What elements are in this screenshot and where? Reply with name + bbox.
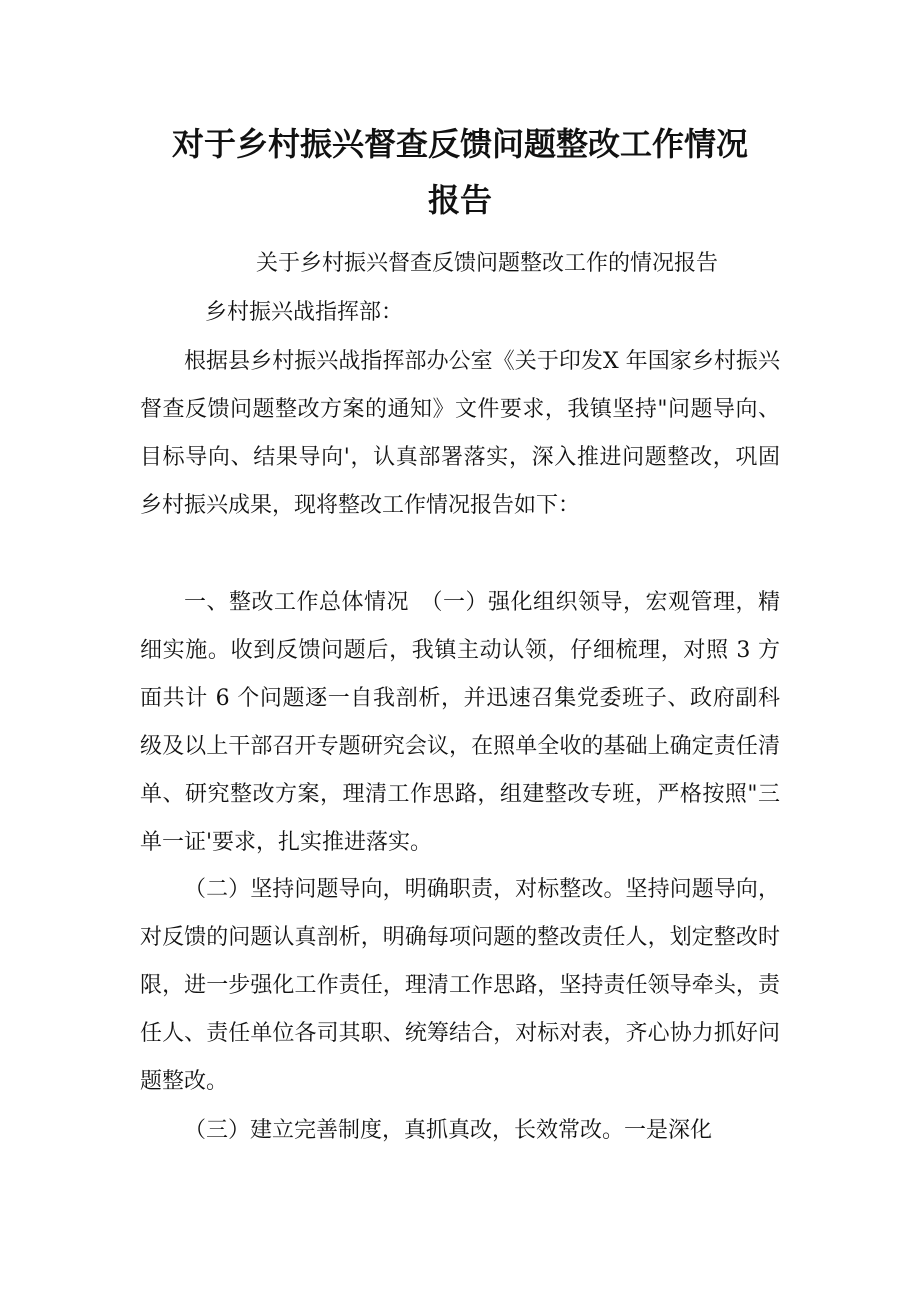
paragraph-section-3: （三）建立完善制度，真抓真改，长效常改。一是深化	[184, 1118, 713, 1143]
document-title-line-1: 对于乡村振兴督查反馈问题整改工作情况	[171, 125, 748, 163]
paragraph-intro: 根据县乡村振兴战指挥部办公室《关于印发X 年国家乡村振兴督查反馈问题整改方案的通知》文件要求，我镇坚持"问题导向、目标导向、结果导向'，认真部署落实，深入推进问题整改，巩固乡村振兴成果，现将整改工作情况报告如下：	[140, 349, 780, 518]
document-salutation: 乡村振兴战指挥部：	[205, 300, 404, 325]
paragraph-section-2: （二）坚持问题导向，明确职责，对标整改。坚持问题导向，对反馈的问题认真剖析，明确每项问题的整改责任人，划定整改时限，进一步强化工作责任，理清工作思路，坚持责任领导牵头，责任人、责任单位各司其职、统筹结合，对标对表，齐心协力抓好问题整改。	[140, 877, 780, 1094]
paragraph-section-1: 一、整改工作总体情况 （一）强化组织领导，宏观管理，精细实施。收到反馈问题后，我镇主动认领，仔细梳理，对照 3 方面共计 6 个问题逐一自我剖析，并迅速召集党委班子、政府副科级及以上干部召开专题研究会议，在照单全收的基础上确定责任清单、研究整改方案，理清工作思路，组建整改专班，严格按照"三单一证'要求，扎实推进落实。	[140, 590, 780, 855]
document-title-line-2: 报告	[427, 181, 492, 219]
document-subtitle: 关于乡村振兴督查反馈问题整改工作的情况报告	[256, 251, 719, 276]
